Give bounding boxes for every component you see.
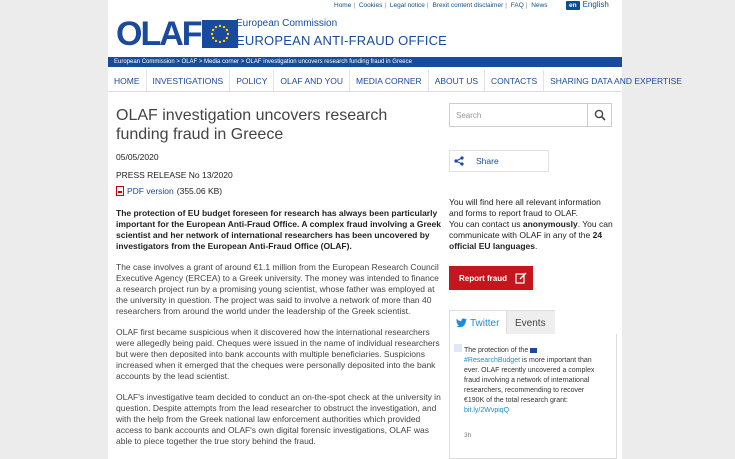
search-input[interactable]: [450, 104, 587, 126]
article-paragraph-1: The case involves a grant of around €1.1 million from the European Research Council Executive Agency (ERCEA) to a Greek university. The money was intended to finance a research project run by a promising young scientist, whose father was employed at the university in question. The project was said to involve a network of more than 40 researchers from around the world under the leadership of the Greek scientist.: [116, 262, 439, 316]
tab-events[interactable]: [507, 310, 555, 335]
article-paragraph-3: OLAF's investigative team decided to conduct an on-the-spot check at the university in question. Despite attempts from the lead researcher to obstruct the investigation, and with the help from the Greek national law enforcement authorities which provided access to bank accounts and OLAF's own digital forensic investigations, OLAF was able to piece together the true story behind the fraud.: [116, 392, 441, 446]
nav-contacts[interactable]: CONTACTS: [485, 70, 544, 91]
main-nav: [108, 70, 682, 92]
pdf-link[interactable]: PDF version: [127, 186, 174, 196]
tweet-link[interactable]: bit.ly/2WvpiqQ: [464, 407, 510, 414]
report-fraud-button[interactable]: [449, 266, 533, 290]
twitter-feed: [449, 334, 617, 459]
breadcrumb[interactable]: European Commission > OLAF > Media corner > OLAF investigation uncovers research funding fraud in Greece: [108, 57, 622, 67]
article-date: 05/05/2020: [116, 152, 159, 162]
report-info-line-2: You can contact us: [449, 219, 523, 229]
search-button[interactable]: [587, 104, 611, 126]
pdf-file-icon: [116, 186, 124, 196]
nav-sharing-data[interactable]: SHARING DATA AND EXPERTISE: [550, 76, 682, 86]
olaf-logo[interactable]: [116, 17, 238, 51]
nav-media-corner[interactable]: MEDIA CORNER: [350, 70, 429, 91]
report-info-line-3: . You can communicate with OLAF in any of the: [449, 219, 613, 240]
tweet-hashtag[interactable]: #ResearchBudget: [464, 357, 521, 364]
page-title: OLAF investigation uncovers research funding fraud in Greece: [116, 107, 388, 143]
tweet-text-2: is more important than ever. OLAF recently uncovered a complex fraud involving a network of international researchers, recommending to recover €190K of the total research grant:: [464, 357, 595, 404]
eu-flag-icon: [202, 20, 238, 48]
tweet-avatar[interactable]: [454, 344, 462, 352]
tab-twitter[interactable]: [449, 310, 507, 335]
tweet-text-1: The protection of the: [464, 347, 531, 354]
office-name: EUROPEAN ANTI-FRAUD OFFICE: [236, 33, 448, 48]
nav-home[interactable]: HOME: [108, 70, 147, 91]
article-paragraph-2: OLAF first became suspicious when it discovered how the international researchers were allegedly being paid. Cheques were issued in the name of individual researchers but were then deposited into bank accounts with multiple beneficiaries. Suspicions increased when it emerged that the cheques were personally deposited into the bank accounts by the lead scientist.: [116, 327, 440, 381]
top-links: Home | Cookies | Legal notice | Brexit content disclaimer | FAQ | News: [334, 2, 548, 9]
logo-text: OLAF: [116, 15, 201, 53]
pdf-size: (355.06 KB): [176, 186, 223, 196]
twitter-bird-icon: [456, 318, 467, 328]
press-release-number: PRESS RELEASE No 13/2020: [116, 170, 233, 180]
top-link-brexit[interactable]: Brexit content disclaimer: [432, 2, 504, 9]
tweet-timestamp[interactable]: 3h: [464, 432, 472, 439]
top-link-legal-notice[interactable]: Legal notice: [389, 2, 425, 9]
top-link-home[interactable]: Home: [334, 2, 352, 9]
nav-policy[interactable]: POLICY: [230, 70, 274, 91]
tweet-text: [464, 346, 604, 416]
article: [116, 106, 442, 447]
article-lead: The protection of EU budget foreseen for research has always been particularly important for the European Anti-Fraud Office. A complex fraud involving a Greek scientist and her network of international researchers has been uncovered by investigators from the European Anti-Fraud Office (OLAF).: [116, 208, 441, 251]
report-info: [449, 197, 617, 252]
search-icon: [594, 109, 606, 121]
top-link-news[interactable]: News: [531, 2, 548, 9]
language-code: en: [566, 1, 580, 10]
pdf-download: [116, 186, 442, 196]
report-fraud-label: Report fraud: [459, 273, 507, 283]
share-icon: [454, 156, 464, 166]
tab-events-label: Events: [515, 317, 546, 329]
top-link-cookies[interactable]: Cookies: [358, 2, 383, 9]
share-button[interactable]: [449, 150, 549, 172]
share-label: Share: [476, 156, 499, 166]
nav-investigations[interactable]: INVESTIGATIONS: [147, 70, 231, 91]
nav-about-us[interactable]: ABOUT US: [429, 70, 485, 91]
top-link-faq[interactable]: FAQ: [510, 2, 524, 9]
social-tabs: [449, 310, 555, 335]
report-info-languages[interactable]: 24 official EU languages: [449, 230, 603, 251]
language-selector[interactable]: [566, 0, 609, 10]
report-info-anonymously: anonymously: [522, 219, 578, 229]
language-label: English: [582, 0, 609, 9]
eu-flag-icon: [530, 348, 537, 353]
search-box: [449, 103, 612, 127]
page: [108, 0, 682, 459]
report-info-end: .: [534, 241, 538, 251]
tab-twitter-label: Twitter: [470, 317, 500, 329]
nav-olaf-and-you[interactable]: OLAF AND YOU: [274, 70, 350, 91]
edit-form-icon: [515, 272, 527, 284]
commission-name: European Commission: [236, 18, 338, 29]
report-info-line-1: You will find here all relevant information and forms to report fraud to OLAF.: [449, 197, 601, 218]
